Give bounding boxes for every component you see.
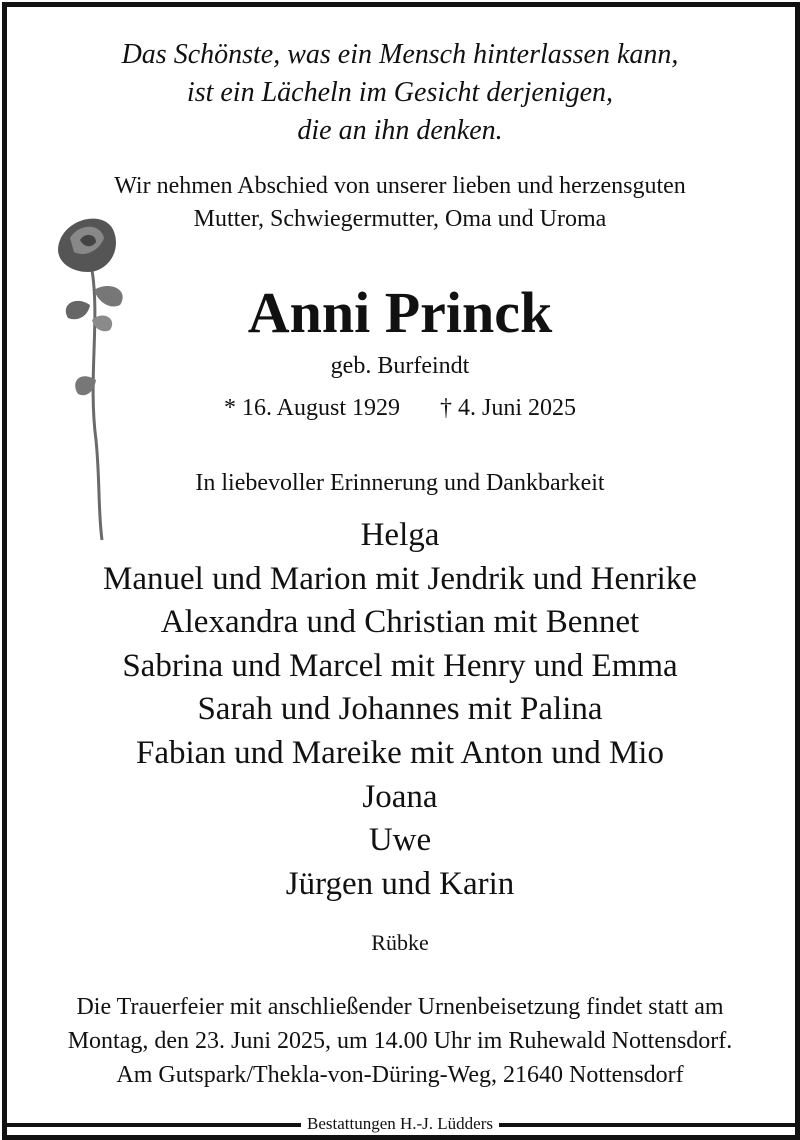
mourner-entry: Alexandra und Christian mit Bennet: [160, 604, 640, 641]
farewell-intro: [0, 170, 800, 236]
footer: [0, 1110, 800, 1140]
undertaker-name: Bestattungen H.-J. Lüdders: [301, 1114, 499, 1133]
death-date: † 4. Juni 2025: [440, 395, 577, 421]
intro-line: Wir nehmen Abschied von unserer lieben und herzensguten: [114, 173, 686, 199]
mourners-list: [0, 514, 800, 906]
mourner-entry: Helga: [360, 517, 440, 553]
mourner-entry: Joana: [362, 778, 438, 815]
birth-date: * 16. August 1929: [223, 395, 400, 421]
mourner-entry: Fabian und Mareike mit Anton und Mio: [136, 734, 664, 771]
remembrance-line: In liebevoller Erinnerung und Dankbarkeit: [195, 470, 605, 496]
ceremony-line: Montag, den 23. Juni 2025, um 14.00 Uhr im Ruhewald Nottensdorf.: [67, 1028, 733, 1054]
ceremony-line: Am Gutspark/Thekla-von-Düring-Weg, 21640 Nottensdorf: [116, 1062, 684, 1088]
motto-line: Das Schönste, was ein Mensch hinterlassen kann,: [121, 39, 679, 70]
motto-line: ist ein Lächeln im Gesicht derjenigen,: [186, 77, 614, 108]
motto-line: die an ihn denken.: [297, 115, 503, 146]
mourner-entry: Sabrina und Marcel mit Henry und Emma: [122, 647, 678, 684]
mourner-entry: Sarah und Johannes mit Palina: [197, 691, 603, 728]
village-name: Rübke: [371, 930, 429, 955]
ceremony-info: [0, 990, 800, 1092]
maiden-name: geb. Burfeindt: [330, 353, 470, 379]
motto-quote: [0, 36, 800, 150]
deceased-name: Anni Princk: [247, 280, 553, 345]
life-dates: [0, 392, 800, 424]
mourner-entry: Jürgen und Karin: [285, 865, 515, 902]
intro-line: Mutter, Schwiegermutter, Oma und Uroma: [193, 206, 607, 232]
mourner-entry: Uwe: [368, 822, 432, 859]
undertaker-credit: [0, 1112, 800, 1136]
ceremony-line: Die Trauerfeier mit anschließender Urnenbeisetzung findet statt am: [76, 994, 724, 1020]
mourner-entry: Manuel und Marion mit Jendrik und Henrike: [103, 560, 697, 597]
